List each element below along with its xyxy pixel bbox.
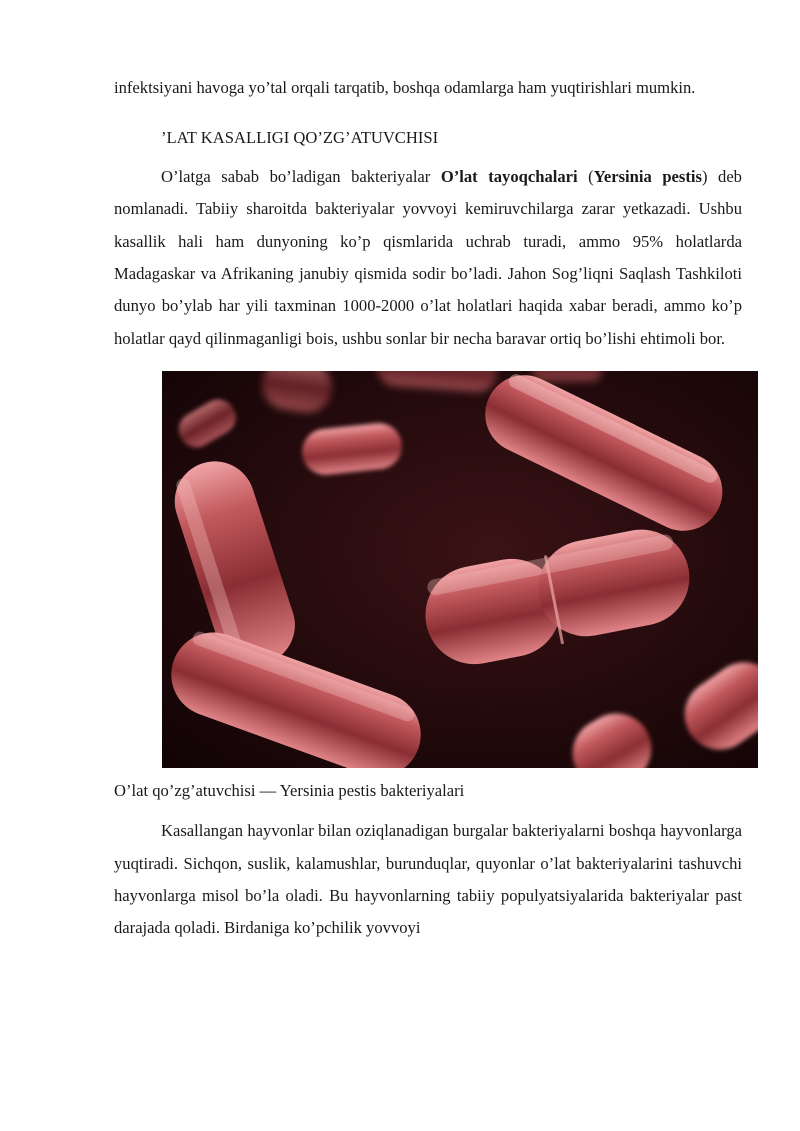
text-run: ) deb nomlanadi. Tabiiy sharoitda bakteriyalar yovvoyi kemiruvchilarga zarar yetkazadi. Ushbu kasallik hali ham dunyoning ko’p qismlarida uchrab turadi, ammo 95% holatlarda Madagaskar va Afrikaning janubiy qismida sodir bo’ladi. Jahon Sog’liqni Saqlash Tashkiloti dunyo bo’ylab har yili taxminan 1000-2000 o’lat holatlari haqida xabar beradi, ammo ko’p holatlar qayd qilinmaganligi bois, ushbu sonlar bir necha baravar ortiq bo’lishi ehtimoli bor.	[114, 166, 742, 348]
bold-term-olat-tayoqchalari: O’lat tayoqchalari	[440, 166, 578, 186]
paragraph-fleas: Kasallangan hayvonlar bilan oziqlanadigan burgalar bakteriyalarni boshqa hayvonlarga yuqtiradi. Sichqon, suslik, kalamushlar, burunduqlar, quyonlar o’lat bakteriyalarini tashuvchi hayvonlarga misol bo’la oladi. Bu hayvonlarning tabiiy populyatsiyalarida bakteriyalar past darajada qoladi. Birdaniga ko’pchilik yovvoyi	[114, 821, 742, 938]
section-heading: ’LAT KASALLIGI QO’ZG’ATUVCHISI	[161, 128, 439, 148]
paragraph-continuation: infektsiyani havoga yo’tal orqali tarqatib, boshqa odamlarga ham yuqtirishlari mumkin.	[114, 78, 696, 97]
paragraph-plague-bacteria	[114, 161, 742, 355]
text-run: (	[577, 166, 594, 186]
bold-term-yersinia-pestis: Yersinia pestis	[593, 166, 702, 186]
text-run: O’latga sabab bo’ladigan bakteriyalar	[161, 166, 441, 186]
bacteria-image	[162, 371, 758, 768]
figure-caption: O’lat qo’zg’atuvchisi — Yersinia pestis bakteriyalari	[114, 781, 465, 801]
document-page	[114, 72, 742, 945]
